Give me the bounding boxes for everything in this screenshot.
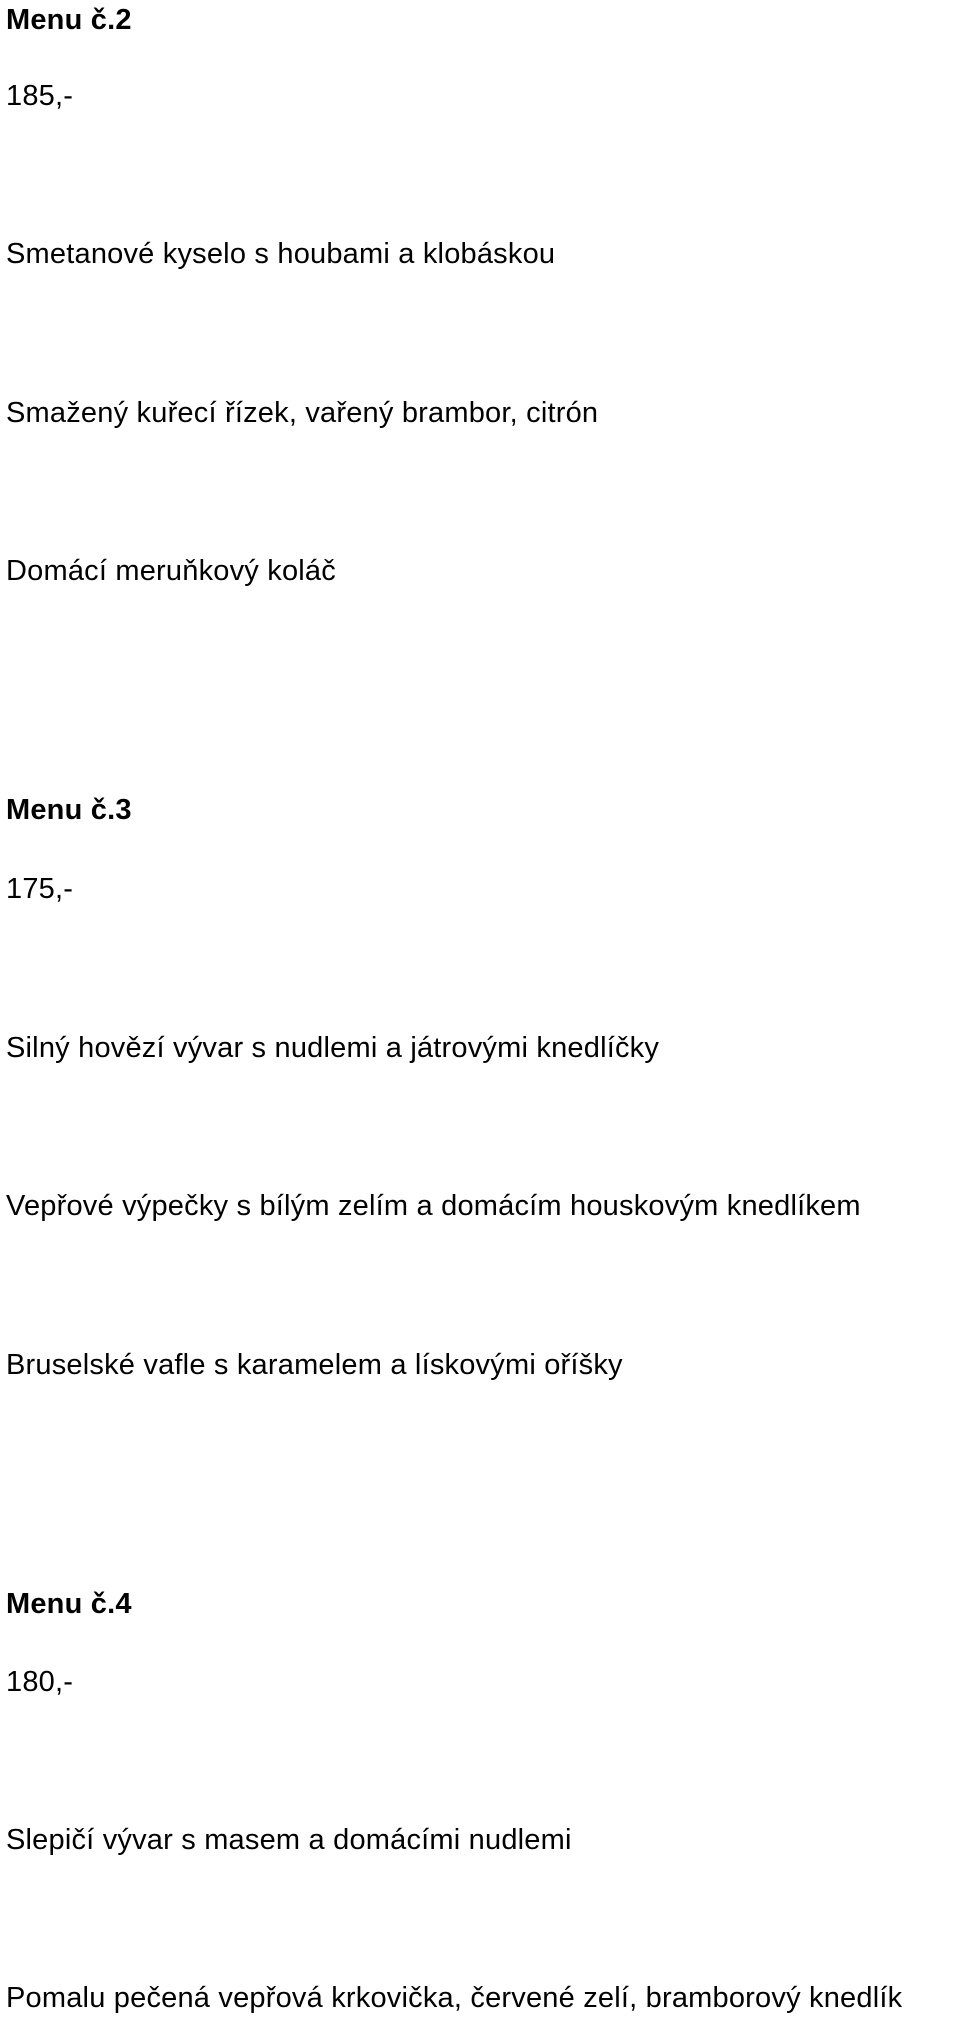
menu-title: Menu č.3: [6, 794, 132, 826]
menu-item: Smetanové kyselo s houbami a klobáskou: [6, 238, 556, 270]
menu-price: 175,-: [6, 873, 74, 905]
menu-item: Bruselské vafle s karamelem a lískovými oříšky: [6, 1349, 623, 1381]
menu-item: Vepřové výpečky s bílým zelím a domácím houskovým knedlíkem: [6, 1190, 861, 1222]
menu-title: Menu č.4: [6, 1588, 132, 1620]
menu-item: Smažený kuřecí řízek, vařený brambor, citrón: [6, 397, 599, 429]
menu-item: Pomalu pečená vepřová krkovička, červené zelí, bramborový knedlík: [6, 1982, 903, 2014]
menu-item: Domácí meruňkový koláč: [6, 555, 336, 587]
menu-title: Menu č.2: [6, 4, 132, 36]
menu-item: Slepičí vývar s masem a domácími nudlemi: [6, 1824, 572, 1856]
menu-item: Silný hovězí vývar s nudlemi a játrovými knedlíčky: [6, 1032, 660, 1064]
menu-price: 180,-: [6, 1666, 74, 1698]
menu-price: 185,-: [6, 80, 74, 112]
